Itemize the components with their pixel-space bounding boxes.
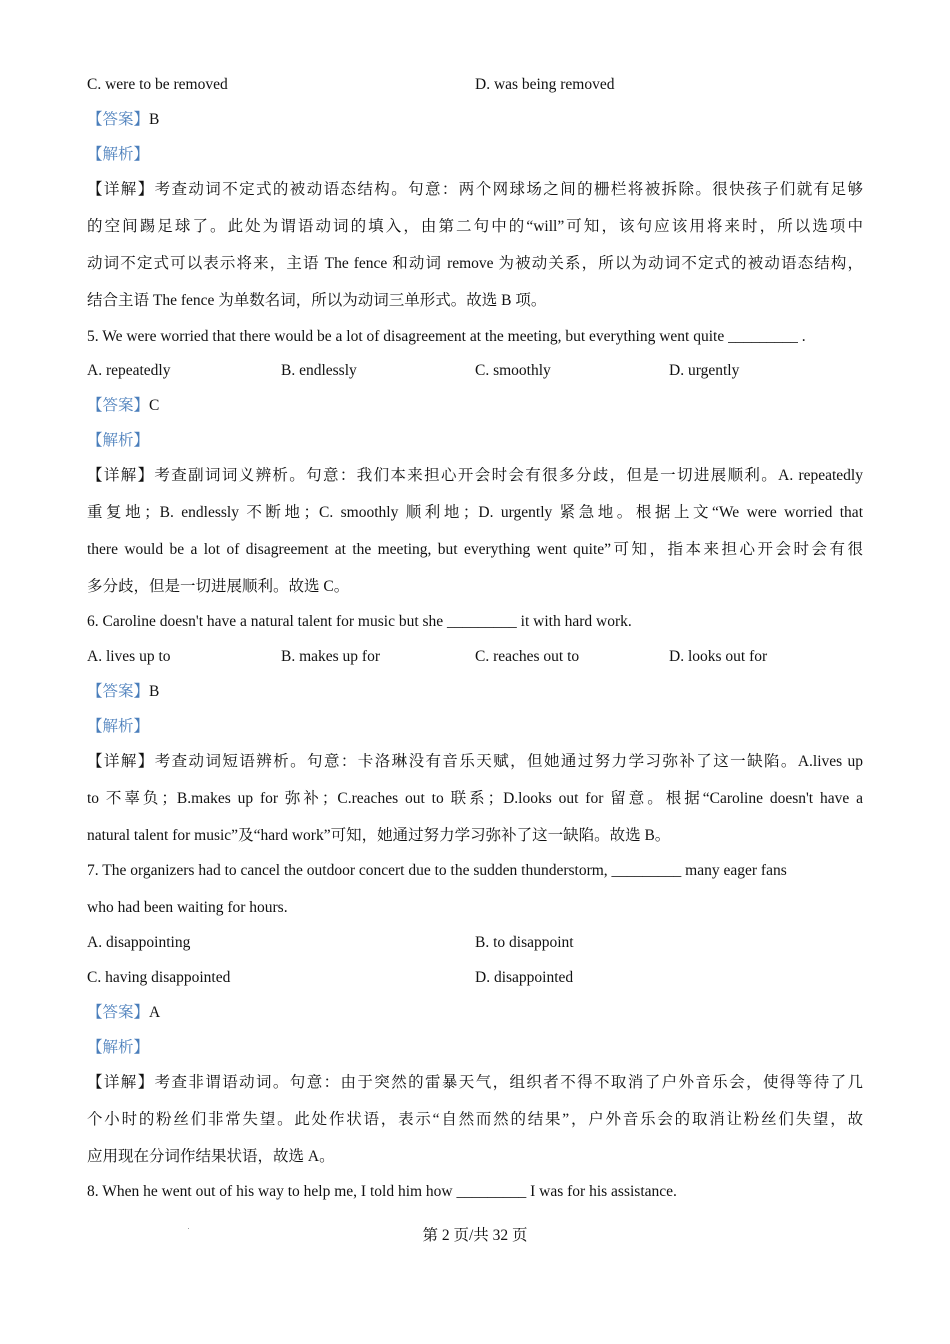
answer-label: 【答案】: [87, 683, 150, 700]
question-stem: 5. We were worried that there would be a lot of disagreement at the meeting, but everything went quite _________ .: [87, 328, 806, 345]
analysis-label: 【解析】: [87, 1039, 150, 1056]
detail-line: 的空间踢足球了。此处为谓语动词的填入，由第二句中的“will”可知，该句应该用将来时，所以选项中: [87, 218, 863, 235]
answer-label: 【答案】: [87, 1004, 150, 1021]
answer-value: B: [149, 683, 160, 700]
option-a: A. lives up to: [87, 648, 171, 665]
analysis-label: 【解析】: [87, 718, 150, 735]
detail-line: 重复地；B. endlessly 不断地；C. smoothly 顺利地；D. urgently 紧急地。根据上文“We were worried that: [87, 504, 863, 521]
answer-line: [87, 681, 159, 703]
option-c: C. reaches out to: [475, 648, 580, 665]
question-stem-cont: who had been waiting for hours.: [87, 899, 288, 916]
answer-line: [87, 109, 159, 131]
option-c: C. were to be removed: [87, 76, 228, 93]
question-stem: 7. The organizers had to cancel the outdoor concert due to the sudden thunderstorm, _________ many eager fans: [87, 862, 787, 879]
option-b: B. makes up for: [281, 648, 381, 665]
detail-line: 【详解】考查副词词义辨析。句意：我们本来担心开会时会有很多分歧，但是一切进展顺利。A. repeatedly: [87, 467, 863, 484]
detail-line: natural talent for music”及“hard work”可知，她通过努力学习弥补了这一缺陷。故选 B。: [87, 827, 671, 844]
option-a: A. disappointing: [87, 934, 191, 951]
detail-line: 【详解】考查动词不定式的被动语态结构。句意：两个网球场之间的栅栏将被拆除。很快孩子们就有足够: [87, 181, 863, 198]
detail-line: there would be a lot of disagreement at the meeting, but everything went quite”可知，指本来担心开会时会有很: [87, 541, 863, 558]
detail-line: 应用现在分词作结果状语，故选 A。: [87, 1148, 335, 1165]
detail-line: to 不辜负；B.makes up for 弥补；C.reaches out to 联系；D.looks out for 留意。根据“Caroline doesn't have a: [87, 790, 863, 807]
question-stem: 6. Caroline doesn't have a natural talent for music but she _________ it with hard work.: [87, 613, 632, 630]
detail-line: 动词不定式可以表示将来，主语 The fence 和动词 remove 为被动关系，所以为动词不定式的被动语态结构，: [87, 255, 863, 272]
answer-line: [87, 1002, 160, 1024]
detail-line: 【详解】考查非谓语动词。句意：由于突然的雷暴天气，组织者不得不取消了户外音乐会，使得等待了几: [87, 1074, 863, 1091]
answer-value: C: [149, 397, 160, 414]
detail-line: 【详解】考查动词短语辨析。句意：卡洛琳没有音乐天赋，但她通过努力学习弥补了这一缺陷。A.lives up: [87, 753, 863, 770]
option-d: D. urgently: [669, 362, 740, 379]
option-b: B. to disappoint: [475, 934, 574, 951]
option-b: B. endlessly: [281, 362, 357, 379]
answer-value: B: [149, 111, 160, 128]
answer-value: A: [149, 1004, 161, 1021]
option-d: D. was being removed: [475, 76, 615, 93]
page-footer: 第 2 页/共 32 页: [422, 1227, 528, 1244]
option-c: C. smoothly: [475, 362, 551, 379]
option-c: C. having disappointed: [87, 969, 231, 986]
answer-line: [87, 395, 159, 417]
option-a: A. repeatedly: [87, 362, 171, 379]
answer-label: 【答案】: [87, 111, 150, 128]
question-stem: 8. When he went out of his way to help me, I told him how _________ I was for his assistance.: [87, 1183, 677, 1200]
answer-label: 【答案】: [87, 397, 150, 414]
analysis-label: 【解析】: [87, 432, 150, 449]
analysis-label: 【解析】: [87, 146, 150, 163]
option-d: D. looks out for: [669, 648, 768, 665]
detail-line: 个小时的粉丝们非常失望。此处作状语，表示“自然而然的结果”，户外音乐会的取消让粉丝们失望，故: [87, 1111, 863, 1128]
detail-line: 结合主语 The fence 为单数名词，所以为动词三单形式。故选 B 项。: [87, 292, 547, 309]
detail-line: 多分歧，但是一切进展顺利。故选 C。: [87, 578, 350, 595]
option-d: D. disappointed: [475, 969, 574, 986]
